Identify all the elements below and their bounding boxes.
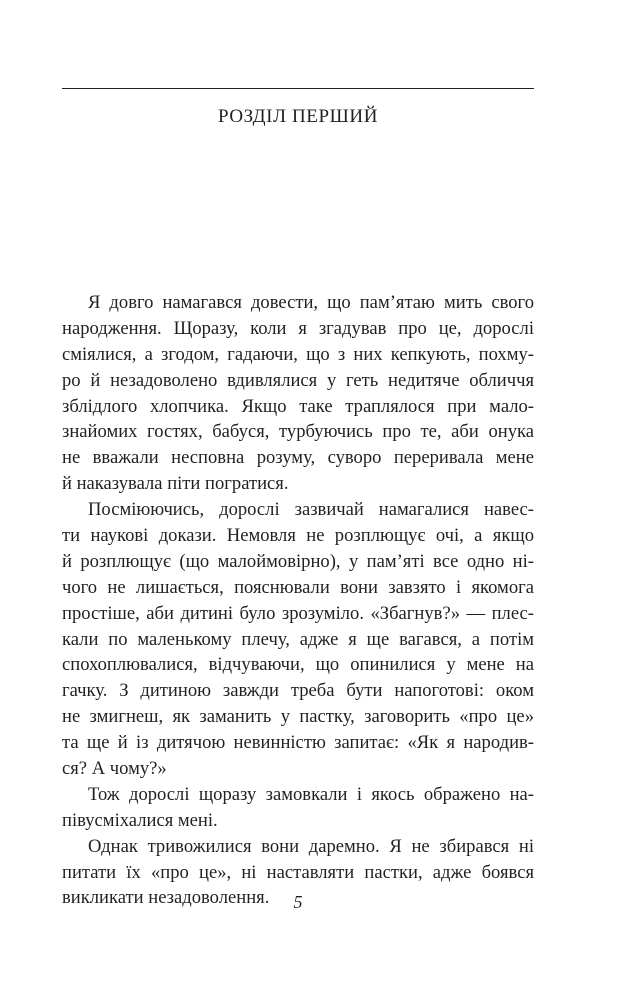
text-line: й наказувала піти погратися. xyxy=(62,473,289,495)
text-line: зблідлого хлопчика. Якщо таке траплялося при мало- xyxy=(62,395,534,417)
text-line: викликати незадоволення. xyxy=(62,887,270,909)
text-line: народження. Щоразу, коли я згадував про це, дорослі xyxy=(62,317,534,339)
text-line: питати їх «про це», ні наставляти пастки, адже боявся xyxy=(62,861,534,883)
text-line: Однак тривожилися вони даремно. Я не збирався ні xyxy=(88,835,534,857)
text-line: не вважали несповна розуму, суворо переривала мене xyxy=(62,447,534,469)
text-line: та ще й із дитячою невинністю запитає: «Як я народив- xyxy=(62,732,534,754)
text-line: знайомих гостях, бабуся, турбуючись про те, аби онука xyxy=(62,421,534,443)
text-line: ро й незадоволено вдивлялися у геть недитяче обличчя xyxy=(62,369,534,391)
text-line: ся? А чому?» xyxy=(62,758,167,780)
paragraph xyxy=(62,290,534,497)
text-line: півусміхалися мені. xyxy=(62,809,218,831)
body-text xyxy=(62,290,534,911)
paragraph xyxy=(62,497,534,782)
text-line: чого не лишається, пояснювали вони завзято і якомога xyxy=(62,576,534,598)
text-line: кали по маленькому плечу, адже я ще вагався, а потім xyxy=(62,628,534,650)
text-line: ти наукові докази. Немовля не розплющує очі, а якщо xyxy=(62,525,534,547)
text-line: простіше, аби дитині було зрозуміло. «Збагнув?» — плес- xyxy=(62,602,534,624)
chapter-title: РОЗДІЛ ПЕРШИЙ xyxy=(217,106,379,127)
top-rule xyxy=(62,88,534,89)
text-line: гачку. З дитиною завжди треба бути напоготові: оком xyxy=(62,680,534,702)
paragraph xyxy=(62,782,534,834)
text-line: спохоплювалися, відчуваючи, що опинилися у мене на xyxy=(62,654,534,676)
page-number: 5 xyxy=(293,892,303,912)
text-line: сміялися, а згодом, гадаючи, що з них кепкують, похму- xyxy=(62,343,534,365)
text-line: й розплющує (що малоймовірно), у пам’яті все одно ні- xyxy=(62,550,534,572)
text-line: не змигнеш, як заманить у пастку, заговорить «про це» xyxy=(62,706,534,728)
text-line: Посміюючись, дорослі зазвичай намагалися навес- xyxy=(88,499,534,521)
text-line: Тож дорослі щоразу замовкали і якось ображено на- xyxy=(88,783,534,805)
text-line: Я довго намагався довести, що пам’ятаю мить свого xyxy=(88,292,534,313)
